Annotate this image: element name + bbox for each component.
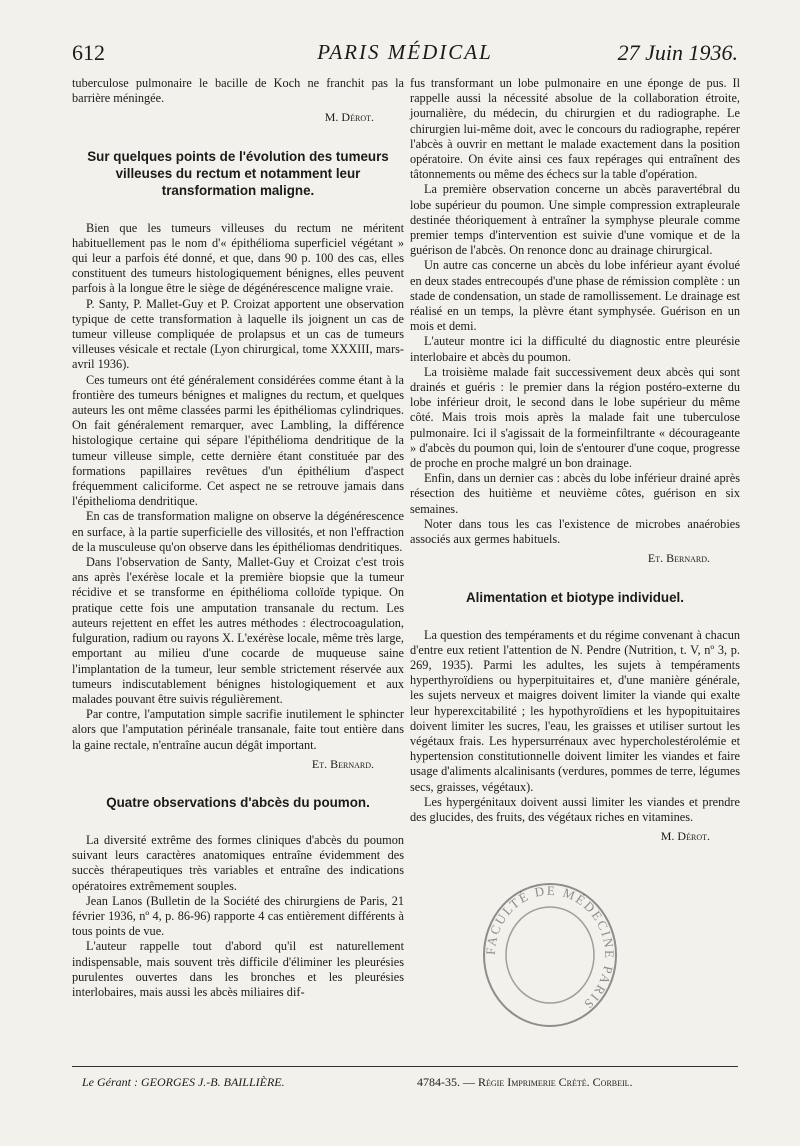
- article-signature: M. Dérot.: [660, 829, 710, 844]
- article-paragraph: En cas de transformation maligne on observe la dégénérescence en surface, à la partie superficielle des villosités, et non l'effraction de la musculeuse qu'on observe dans les épithéliomas dendritiques.: [72, 509, 404, 554]
- article-paragraph: L'auteur montre ici la difficulté du diagnostic entre pleurésie interlobaire et abcès du poumon.: [410, 334, 740, 364]
- intro-paragraph: tuberculose pulmonaire le bacille de Koch ne franchit pas la barrière méningée.: [72, 76, 404, 106]
- article-paragraph: Bien que les tumeurs villeuses du rectum ne méritent habituellement pas le nom d'« épithélioma superficiel végétant » qui leur a parfois été donné, et que, dans 90 p. 100 des cas, elles constituent des tumeurs histologiquement bénignes, elles peuvent parfois à la longue être le siège de dégénérescence maligne vraie.: [72, 220, 404, 296]
- article-title-tumeurs: Sur quelques points de l'évolution des tumeurs villeuses du rectum et notamment leur transformation maligne.: [87, 148, 389, 198]
- journal-title: PARIS MÉDICAL: [317, 40, 493, 64]
- footer-right: 4784-35. — Régie Imprimerie Crété. Corbeil.: [417, 1075, 633, 1089]
- article-paragraph: Les hypergénitaux doivent aussi limiter les viandes et prendre des glucides, des fruits, des végétaux riches en vitamines.: [410, 794, 740, 824]
- article-paragraph: Dans l'observation de Santy, Mallet-Guy et Croizat c'est trois ans après l'exérèse locale et la première biopsie que la tumeur récidive et se transforme en épithélioma colloïde typique. On pratique cette fois une amputation transanale du rectum. Les auteurs rejettent en effet les autres méthodes : électrocoagulation, fulguration, radium ou rayons X. L'exérèse locale, même très large, emportant au milieu d'une cocarde de muqueuse saine l'implantation de la tumeur, leur semble strictement réservée aux tumeurs indiscutablement bénignes histologiquement et aux malades pouvant être suivis régulièrement.: [72, 555, 404, 706]
- article-title-abces: Quatre observations d'abcès du poumon.: [106, 794, 370, 810]
- article-paragraph: Noter dans tous les cas l'existence de microbes anaérobies associés aux germes habituels.: [410, 516, 740, 547]
- stamp-ring-text: FACULTÉ DE MÉDECINE PARIS: [482, 882, 618, 1013]
- issue-date: 27 Juin 1936.: [617, 40, 738, 65]
- article-paragraph: Enfin, dans un dernier cas : abcès du lobe inférieur drainé après résection des huitième et neuvième côtes, guérison en six semaines.: [410, 471, 740, 516]
- right-column: [410, 76, 740, 844]
- article-paragraph: La question des tempéraments et du régime convenant à chacun d'entre eux retient l'attention de N. Pendre (Nutrition, t. V, nº 3, p. 269, 1935). Parmi les adultes, les sujets à tempéraments hyperthyroïdiens ou hyperpituitaires et, d'une manière générale, les sujets nerveux et maigres doivent limiter la viande qui exalte leur hyperexcitabilité ; les hypothyroïdiens et les hypopituitaires doivent limiter les sucres, l'eau, les graisses et utiliser surtout les végétaux frais. Les hypersurrénaux avec hypercholestérolémie et hypertension constitutionnelle doivent limiter les viandes et faire usage d'aliments alcalinisants (verdures, pommes de terre, légumes secs, graisses, végétaux).: [410, 627, 740, 794]
- library-stamp: [480, 880, 620, 1030]
- article-paragraph: fus transformant un lobe pulmonaire en une éponge de pus. Il rappelle aussi la nécessité absolue de la collaboration étroite, journalière, du médecin, du chirurgien et du radiographe. Le chirurgien lui-même doit, avec le concours du radiographe, repérer l'abcès à ouvrir en mettant le malade exactement dans la position opératoire. On évite ainsi ces faux repérages qui entraînent des tâtonnements ou même des échecs sur la table d'opération.: [410, 76, 740, 182]
- article-paragraph: Un autre cas concerne un abcès du lobe inférieur ayant évolué en deux stades entrecoupés d'une phase de rémission complète : un stade de condensation, un stade de ramollissement. Le drainage est réalisé en un temps, la plèvre étant symphysée. Guérison en un mois et demi.: [410, 258, 740, 334]
- article-paragraph: P. Santy, P. Mallet-Guy et P. Croizat apportent une observation typique de cette transformation à laquelle ils joignent un cas de tumeur villeuse compliquée de prolapsus et un cas de tumeurs villeuses vésicale et rectale (Lyon chirurgical, tome XXXIII, mars-avril 1936).: [72, 296, 404, 372]
- article-signature: Et. Bernard.: [647, 551, 710, 566]
- svg-text:FACULTÉ DE MÉDECINE PARIS: [483, 883, 617, 1013]
- page-footer: [72, 1066, 738, 1089]
- article-paragraph: La première observation concerne un abcès paravertébral du lobe supérieur du poumon. Une simple compression extrapleurale destinée théoriquement à entraîner la symphyse pleurale comme premier temps d'intervention est suivie d'une vomique et de la guérison de l'abcès. On renonce donc au drainage chirurgical.: [410, 182, 740, 258]
- article-signature: Et. Bernard.: [311, 756, 374, 771]
- article-paragraph: Jean Lanos (Bulletin de la Société des chirurgiens de Paris, 21 février 1936, nº 4, p. 86-96) rapporte 4 cas entièrement différents à tous points de vue.: [72, 893, 404, 939]
- page-header: [72, 38, 738, 74]
- article-paragraph: Ces tumeurs ont été généralement considérées comme étant à la frontière des tumeurs bénignes et malignes du rectum, et quelques auteurs les ont même classées parmi les épithéliomas cylindriques. On fait généralement remarquer, avec Lambling, la différence histologique certaine qui sépare l'épithélioma dendritique de la tumeur villeuse simple, cette dernière étant constituée par des formations papillaires revêtues d'un épithélium d'aspect fréquemment caliciforme. Cet aspect ne se retrouve jamais dans l'épithelioma dendritique.: [72, 372, 404, 509]
- article-paragraph: La troisième malade fait successivement deux abcès qui sont drainés et guéris : le premier dans la région postéro-externe du lobe inférieur droit, le second dans le lobe supérieur du même côté. Mais trois mois après la malade fait une tuberculose pulmonaire. Ici il s'agissait de la formeinfiltrante « décourageante » d'abcès du poumon qui, loin de s'entourer d'une coque, progresse de proche en proche malgré un bon drainage.: [410, 364, 740, 471]
- article-paragraph: La diversité extrême des formes cliniques d'abcès du poumon suivant leurs caractères anatomiques entraîne évidemment des succès thérapeutiques très variables et entraîne des indications opératoires extrêmement souples.: [72, 832, 404, 893]
- article-title-alimentation: Alimentation et biotype individuel.: [466, 589, 684, 605]
- footer-left: Le Gérant : GEORGES J.-B. BAILLIÈRE.: [82, 1075, 285, 1089]
- page-number: 612: [72, 40, 105, 65]
- intro-signature: M. Dérot.: [324, 110, 374, 125]
- left-column: [72, 76, 404, 1000]
- article-paragraph: L'auteur rappelle tout d'abord qu'il est naturellement indispensable, mais souvent très difficile d'éliminer les pleurésies purulentes ouvertes dans les bronches et les pleurésies interlobaires, mais aussi les abcès miliaires dif-: [72, 939, 404, 999]
- article-paragraph: Par contre, l'amputation simple sacrifie inutilement le sphincter alors que l'amputation périnéale transanale, faite tout entière dans la gaine rectale, n'entraîne aucun dégât important.: [72, 707, 404, 752]
